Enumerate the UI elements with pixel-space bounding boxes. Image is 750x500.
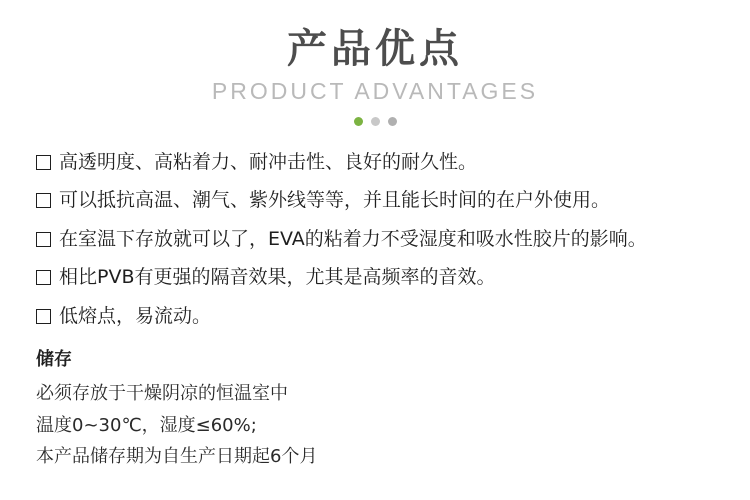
checkbox-icon <box>36 232 51 247</box>
checkbox-icon <box>36 270 51 285</box>
page-title: 产品优点 <box>287 26 463 72</box>
decorative-dots <box>28 117 722 126</box>
list-item-label: 可以抵抗高温、潮气、紫外线等等，并且能长时间的在户外使用。 <box>59 189 611 212</box>
dot-gray-light-icon <box>371 117 380 126</box>
storage-section <box>28 345 722 473</box>
list-item-label: 高透明度、高粘着力、耐冲击性、良好的耐久性。 <box>59 151 478 173</box>
checkbox-icon <box>36 309 51 324</box>
storage-title: 储存 <box>36 349 72 371</box>
list-item <box>36 225 722 254</box>
checkbox-icon <box>36 193 51 208</box>
list-item <box>36 263 722 292</box>
list-item-label: 低熔点，易流动。 <box>59 304 212 327</box>
page-subtitle: PRODUCT ADVANTAGES <box>211 78 539 104</box>
page-header <box>28 0 722 126</box>
list-item-label: 相比PVB有更强的隔音效果，尤其是高频率的音效。 <box>59 266 496 289</box>
advantages-list <box>28 148 722 331</box>
list-item-label: 在室温下存放就可以了，EVA的粘着力不受湿度和吸水性胶片的影响。 <box>59 227 647 250</box>
list-item <box>36 148 722 177</box>
dot-green-icon <box>354 117 363 126</box>
storage-line: 温度0~30℃，湿度≤60%; <box>36 414 257 436</box>
list-item <box>36 186 722 215</box>
storage-line: 本产品储存期为自生产日期起6个月 <box>36 446 318 468</box>
list-item <box>36 302 722 331</box>
dot-gray-icon <box>388 117 397 126</box>
storage-line: 必须存放于干燥阴凉的恒温室中 <box>36 383 288 405</box>
checkbox-icon <box>36 155 51 170</box>
